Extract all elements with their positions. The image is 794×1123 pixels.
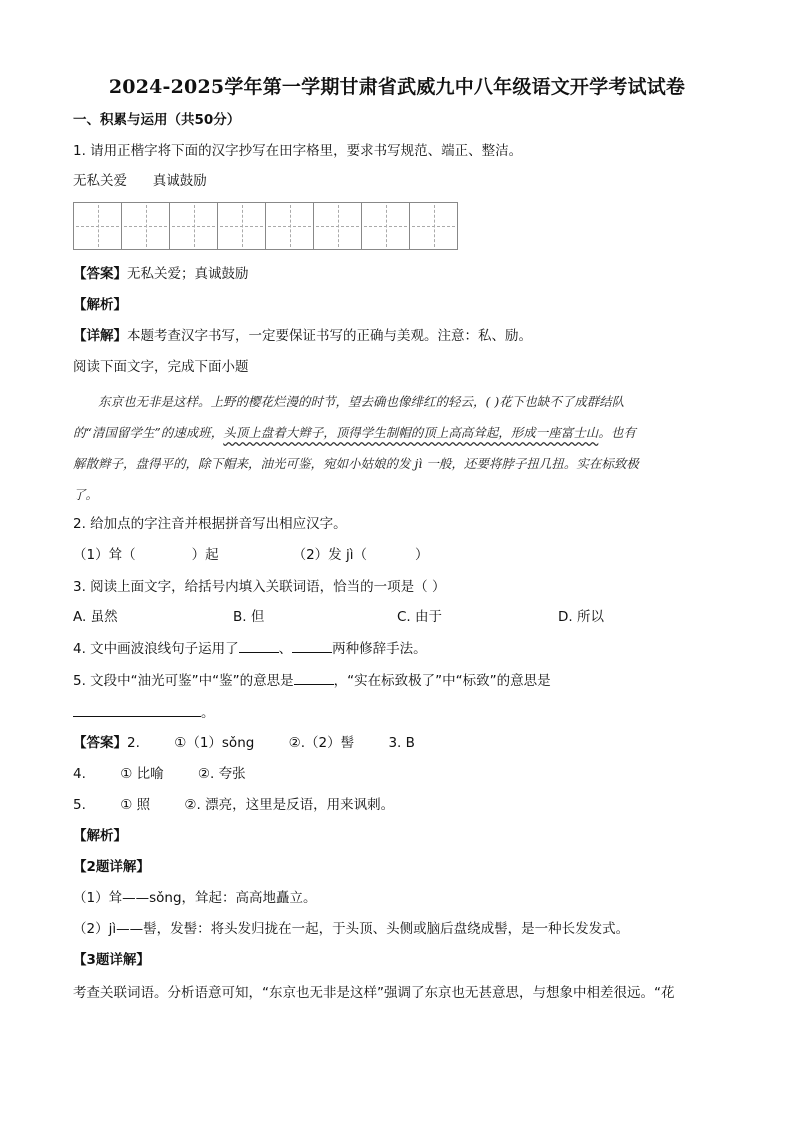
grid-cell[interactable] (266, 202, 314, 250)
q5-prompt (73, 670, 551, 691)
passage-line-3: 解散辫子，盘得平的，除下帽来，油光可鉴，宛如小姑娘的发 jì 一般，还要将脖子扭几扭。实在标致极 (73, 456, 639, 471)
answer-text: 无私关爱；真诚鼓励 (127, 266, 249, 282)
passage-line-4: 了。 (73, 487, 99, 502)
q2-items (73, 545, 428, 565)
answers-row-2: 4. ① 比喻 ②. 夸张 (73, 766, 246, 782)
grid-cell[interactable] (122, 202, 170, 250)
grid-cell[interactable] (218, 202, 266, 250)
q3-options (73, 607, 604, 627)
page-title: 2024-2025学年第一学期甘肃省武威九中八年级语文开学考试试卷 (108, 76, 686, 98)
q2-item-1: （1）耸（ (73, 547, 136, 563)
q2-detail-2: （2）jì——髻，发髻：将头发归拢在一起，于头顶、头侧或脑后盘绕成髻，是一种长发发式。 (73, 921, 630, 937)
analysis-tag-2: 【解析】 (73, 828, 127, 844)
analysis-tag: 【解析】 (73, 297, 127, 313)
q1-detail (73, 326, 532, 346)
passage-line-1: 东京也无非是这样。上野的樱花烂漫的时节，望去确也像绯红的轻云，( )花下也缺不了成群结队 (98, 394, 625, 409)
q1-words-1: 无私关爱 (73, 173, 127, 189)
grid-cell[interactable] (410, 202, 458, 250)
q4-blank-1[interactable] (239, 638, 279, 653)
answers-tag: 【答案】 (73, 735, 127, 751)
grid-cell[interactable] (170, 202, 218, 250)
q5-end: 。 (201, 705, 215, 721)
q3-option-c[interactable]: C. 由于 (397, 609, 443, 625)
detail-text: 本题考查汉字书写，一定要保证书写的正确与美观。注意：私、励。 (127, 328, 532, 344)
q2-item-1-end: ）起 (191, 547, 219, 563)
q2-item-2: （2）发 jì（ (292, 547, 367, 563)
grid-cell[interactable] (74, 202, 122, 250)
q1-answer (73, 264, 249, 284)
answers-row-1 (73, 733, 415, 753)
q5-pre: 5. 文段中“油光可鉴”中“鉴”的意思是 (73, 673, 294, 689)
passage-line-2c: 。也有 (598, 425, 636, 440)
reading-intro: 阅读下面文字，完成下面小题 (73, 359, 249, 375)
answers-row-3: 5. ① 照 ②. 漂亮，这里是反语，用来讽刺。 (73, 797, 395, 813)
q2-prompt: 2. 给加点的字注音并根据拼音写出相应汉字。 (73, 516, 347, 532)
q1-words-2: 真诚鼓励 (152, 173, 207, 189)
q1-prompt: 1. 请用正楷字将下面的汉字抄写在田字格里，要求书写规范、端正、整洁。 (73, 143, 523, 159)
passage-line-2a: 的“清国留学生”的速成班， (73, 425, 224, 440)
q3-detail-tag: 【3题详解】 (73, 952, 150, 968)
q5-blank-1[interactable] (294, 670, 334, 685)
q2-item-2-end: ） (414, 547, 429, 563)
q5-blank-2[interactable] (73, 702, 201, 717)
q4-post: 两种修辞手法。 (332, 641, 427, 657)
answer-tag: 【答案】 (73, 266, 127, 282)
q3-option-b[interactable]: B. 但 (233, 609, 265, 625)
q4-prompt (73, 638, 427, 659)
q3-prompt: 3. 阅读上面文字，给括号内填入关联词语，恰当的一项是（ ） (73, 579, 446, 595)
grid-cell[interactable] (314, 202, 362, 250)
q1-words (73, 171, 207, 191)
q4-mid: 、 (278, 641, 293, 657)
wavy-sentence: 头顶上盘着大辫子，顶得学生制帽的顶上高高耸起，形成一座富士山 (223, 425, 599, 440)
q3-option-a[interactable]: A. 虽然 (73, 609, 118, 625)
q4-pre: 4. 文中画波浪线句子运用了 (73, 641, 239, 657)
section-heading: 一、积累与运用（共50分） (73, 112, 241, 128)
grid-cell[interactable] (362, 202, 410, 250)
tianzige-grid (73, 202, 466, 250)
q2-detail-1: （1）耸——sǒng，耸起：高高地矗立。 (73, 890, 317, 906)
q2-detail-tag: 【2题详解】 (73, 859, 150, 875)
q3-option-d[interactable]: D. 所以 (558, 609, 604, 625)
answers-row-1-text: 2. ①（1）sǒng ②.（2）髻 3. B (127, 735, 415, 751)
q3-detail-1: 考查关联词语。分析语意可知，“东京也无非是这样”强调了东京也无甚意思，与想象中相差很远。“花 (73, 985, 675, 1001)
q5-post: ，“实在标致极了”中“标致”的意思是 (333, 673, 551, 689)
passage-line-2 (73, 418, 723, 448)
q4-blank-2[interactable] (292, 638, 332, 653)
detail-tag: 【详解】 (73, 328, 127, 344)
q5-prompt-cont (73, 702, 215, 723)
